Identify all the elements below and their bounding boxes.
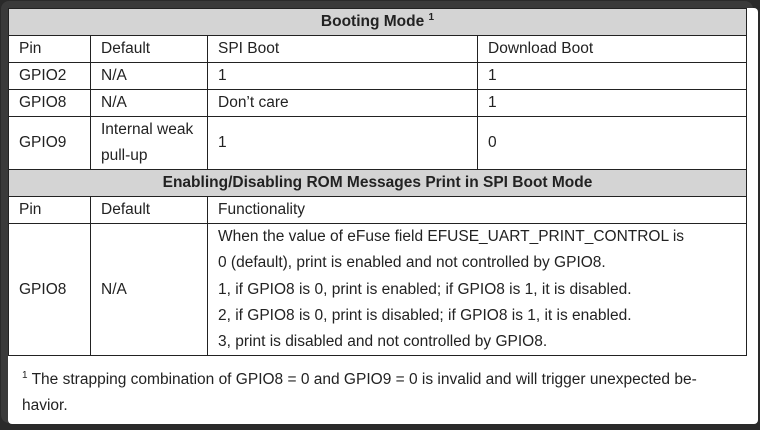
cell-download-boot: 1: [478, 63, 747, 90]
table-row: [9, 224, 747, 356]
boot-header-row: [9, 36, 747, 63]
table-row: [9, 90, 747, 117]
document-sheet: [8, 8, 758, 424]
cell-default: N/A: [91, 224, 208, 356]
rom-header-row: [9, 197, 747, 224]
footnote-ref: 1: [428, 12, 435, 23]
table-row: [9, 63, 747, 90]
cell-spi-boot: Don’t care: [208, 90, 478, 117]
cell-spi-boot: 1: [208, 63, 478, 90]
cell-pin: GPIO8: [9, 90, 91, 117]
booting-mode-title: Booting Mode $^1$: [9, 9, 747, 36]
functionality-line: 1, if GPIO8 is 0, print is enabled; if GPIO8 is 1, it is disabled.: [218, 280, 632, 298]
header-default: Default: [91, 36, 208, 63]
functionality-line: When the value of eFuse field EFUSE_UART_PRINT_CONTROL is: [218, 228, 685, 245]
cell-download-boot: 1: [478, 90, 747, 117]
cell-default: N/A: [91, 90, 208, 117]
functionality-line: 3, print is disabled and not controlled by GPIO8.: [218, 333, 548, 351]
footnote-text-line2: havior.: [22, 397, 68, 414]
footnote-mark: 1: [22, 370, 28, 381]
header-functionality: Functionality: [208, 197, 747, 224]
cell-default: Internal weak pull-up: [91, 117, 208, 170]
header-pin: Pin: [9, 36, 91, 63]
header-spi-boot: SPI Boot: [208, 36, 478, 63]
cell-spi-boot: 1: [208, 117, 478, 170]
strapping-table: [8, 8, 747, 356]
cell-pin: GPIO8: [9, 224, 91, 356]
functionality-line: 2, if GPIO8 is 0, print is disabled; if GPIO8 is 1, it is enabled.: [218, 306, 632, 324]
header-download-boot: Download Boot: [478, 36, 747, 63]
table-row: [9, 117, 747, 170]
header-pin: Pin: [9, 197, 91, 224]
header-default: Default: [91, 197, 208, 224]
functionality-line: 0 (default), print is enabled and not controlled by GPIO8.: [218, 254, 606, 272]
cell-pin: GPIO9: [9, 117, 91, 170]
cell-download-boot: 0: [478, 117, 747, 170]
cell-default: N/A: [91, 63, 208, 90]
cell-functionality: [208, 224, 747, 356]
footnote: [22, 367, 738, 419]
cell-pin: GPIO2: [9, 63, 91, 90]
rom-messages-title: Enabling/Disabling ROM Messages Print in SPI Boot Mode: [9, 170, 747, 197]
footnote-text-line1: The strapping combination of GPIO8 = 0 and GPIO9 = 0 is invalid and will trigger unexpected be-: [31, 371, 697, 388]
